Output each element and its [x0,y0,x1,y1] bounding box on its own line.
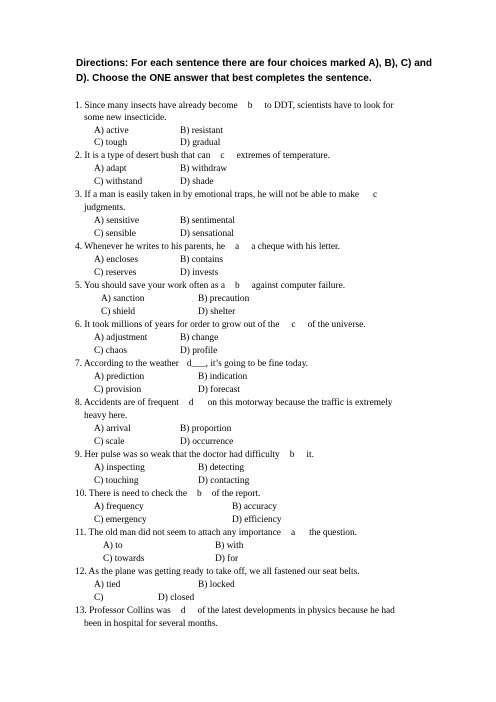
question-11-option-b: B) with [215,541,244,551]
question-12-stem: 12. As the plane was getting ready to take off, we all fastened our seat belts. [75,567,360,577]
question-5-rest: against computer failure. [251,281,346,291]
question-1-continuation: some new insecticide. [84,113,167,123]
question-9 [75,449,314,461]
question-3-option-d: D) sensational [180,229,234,239]
question-13-rest: of the latest developments in physics because he had [197,606,395,616]
directions-text: Directions: For each sentence there are four choices marked A), B), C) and D). Choose the ONE answer that best completes the sentence. [76,58,432,84]
question-6-option-d: D) profile [180,346,218,356]
question-5-option-d: D) shelter [198,307,236,317]
question-6-option-c: C) chaos [94,346,128,356]
question-4-answer: a [235,242,240,252]
question-1-stem: 1. Since many insects have already become [75,101,238,111]
question-4-option-b: B) contains [180,255,223,265]
question-10-stem: 10. There is need to check the [75,489,188,499]
question-7-answer: d___ [186,359,206,369]
question-6-option-a: A) adjustment [94,333,148,343]
question-5-option-a: A) sanction [101,294,145,304]
question-1-option-d: D) gradual [180,138,221,148]
question-6-option-b: B) change [180,333,219,343]
question-3-option-b: B) sentimental [180,216,235,226]
question-8 [75,397,423,409]
question-5-stem: 5. You should save your work often as a [75,281,225,291]
question-3-option-c: C) sensible [94,229,136,239]
question-8-stem: 8. Accidents are of frequent [75,398,179,408]
question-4-option-c: C) reserves [94,268,137,278]
question-11-option-c: C) towards [103,554,145,564]
question-8-option-d: D) occurrence [180,437,234,447]
question-5-option-b: B) precaution [198,294,250,304]
question-11 [75,527,357,539]
question-3-continuation: judgments. [84,203,126,213]
question-5 [75,280,345,292]
question-1-option-c: C) tough [94,138,128,148]
question-12-option-b: B) locked [198,580,235,590]
question-6-answer: c [291,320,296,330]
question-7-option-d: D) forecast [198,385,240,395]
question-2-option-c: C) withstand [94,177,143,187]
question-12 [75,566,360,578]
question-9-rest: it. [306,450,314,460]
question-1-rest: to DDT, scientists have to look for [264,101,394,111]
question-8-option-c: C) scale [94,437,125,447]
question-2-answer: c [220,151,225,161]
question-4-stem: 4. Whenever he writes to his parents, he [75,242,226,252]
question-2-option-a: A) adapt [94,164,127,174]
question-7-option-b: B) indication [198,372,248,382]
question-5-answer: b [234,281,240,291]
question-9-option-d: D) contacting [198,476,250,486]
question-11-answer: a [290,528,296,538]
question-2-option-b: B) withdraw [180,164,228,174]
question-7 [75,358,308,370]
question-1-answer: b [247,101,253,111]
question-11-rest: the question. [309,528,358,538]
question-4-rest: a cheque with his letter. [251,242,340,252]
question-7-option-a: A) prediction [94,372,145,382]
question-10-answer: b [197,489,202,499]
question-8-continuation: heavy here. [84,411,128,421]
question-11-stem: 11. The old man did not seem to attach any importance [75,528,281,538]
question-1 [75,100,394,112]
question-5-option-c: C) shield [101,307,136,317]
question-3-option-a: A) sensitive [94,216,140,226]
question-1-option-a: A) active [94,126,129,136]
question-8-answer: d [188,398,194,408]
question-2-option-d: D) shade [180,177,214,187]
question-7-option-c: C) provision [94,385,142,395]
question-9-option-c: C) touching [94,476,139,486]
question-2 [75,150,330,162]
question-3-stem: 3. If a man is easily taken in by emotional traps, he will not be able to make [75,190,360,200]
question-8-rest: on this motorway because the traffic is extremely [207,398,393,408]
question-13-stem: 13. Professor Collins was [75,606,171,616]
question-9-option-a: A) inspecting [94,463,145,473]
question-11-option-d: D) for [215,554,239,564]
question-3-answer: c [373,190,378,200]
question-10 [75,488,260,500]
question-10-option-b: B) accuracy [232,502,278,512]
question-8-option-a: A) arrival [94,424,131,434]
question-10-option-c: C) emergency [94,515,147,525]
question-6-rest: of the universe. [307,320,366,330]
question-4 [75,241,340,253]
question-9-stem: 9. Her pulse was so weak that the doctor had difficulty [75,450,280,460]
question-13-continuation: been in hospital for several months. [84,619,218,629]
question-12-option-c: C) [94,593,104,603]
question-13 [75,605,423,617]
question-6 [75,319,366,331]
question-2-stem: 2. It is a type of desert bush that can [75,151,211,161]
question-12-option-d: D) closed [158,593,195,603]
question-2-rest: extremes of temperature. [236,151,331,161]
question-10-rest: of the report. [211,489,261,499]
question-4-option-a: A) encloses [94,255,138,265]
question-7-rest: , it’s going to be fine today. [205,359,309,369]
question-6-stem: 6. It took millions of years for order to grow out of the [75,320,280,330]
question-1-option-b: B) resistant [180,126,223,136]
question-7-stem: 7. According to the weather [75,359,179,369]
question-12-option-a: A) tied [94,580,121,590]
question-9-option-b: B) detecting [198,463,245,473]
question-11-option-a: A) to [103,541,123,551]
question-3 [75,189,423,201]
question-4-option-d: D) invests [180,268,219,278]
question-8-option-b: B) proportion [180,424,232,434]
question-10-option-d: D) efficiency [232,515,282,525]
question-10-option-a: A) frequency [94,502,144,512]
question-13-answer: d [180,606,186,616]
question-9-answer: b [289,450,295,460]
